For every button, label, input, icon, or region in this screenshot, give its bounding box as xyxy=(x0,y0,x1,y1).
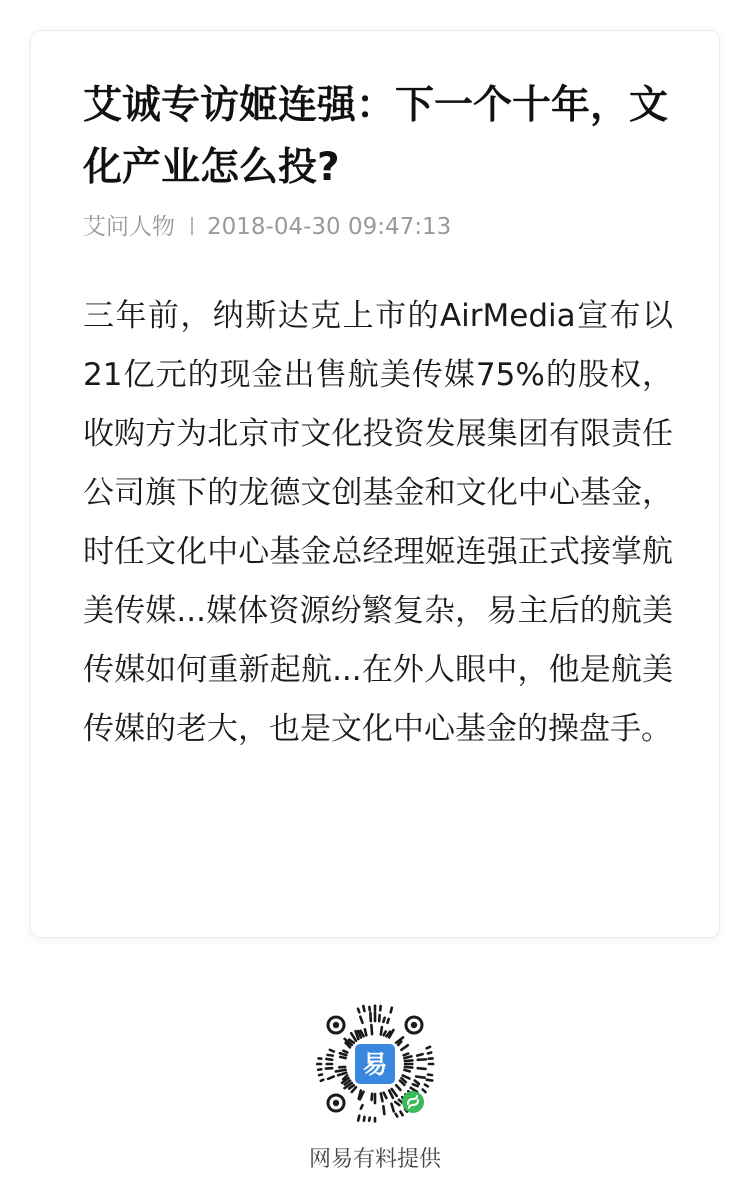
qr-module xyxy=(395,1102,399,1105)
qr-finder-center xyxy=(411,1022,417,1028)
provider-label: 网易有料提供 xyxy=(308,1147,441,1172)
qr-module xyxy=(381,1093,383,1101)
qr-module xyxy=(340,1057,345,1058)
qr-module xyxy=(352,1087,356,1092)
qr-module xyxy=(328,1076,334,1078)
qr-module xyxy=(319,1075,322,1076)
qr-module xyxy=(381,1027,382,1034)
qr-module xyxy=(416,1076,424,1077)
qr-module xyxy=(328,1055,333,1056)
qr-module xyxy=(396,1085,400,1090)
qr-module xyxy=(326,1059,332,1060)
qr-module xyxy=(321,1080,323,1081)
qr-module xyxy=(364,1117,365,1121)
qr-finder-center xyxy=(333,1022,339,1028)
qr-module xyxy=(383,1018,384,1022)
qr-module xyxy=(383,1106,384,1114)
app-logo-glyph: 易 xyxy=(362,1050,388,1079)
qr-module xyxy=(404,1056,411,1058)
qr-module xyxy=(425,1085,428,1087)
qr-module xyxy=(404,1054,408,1056)
qr-module xyxy=(418,1068,426,1069)
qr-module xyxy=(400,1112,402,1116)
qr-module xyxy=(343,1051,347,1053)
qr-module xyxy=(338,1073,346,1076)
qr-module xyxy=(415,1080,419,1083)
mini-program-badge-icon xyxy=(402,1091,424,1113)
qr-finder-center xyxy=(333,1100,339,1106)
article-summary: 三年前，纳斯达克上市的AirMedia宣布以21亿元的现金出售航美传媒75%的股权，收购方为北京市文化投资发展集团有限责任公司旗下的龙德文创基金和文化中心基金，时任文化中心基金总经理姬连强正式接掌航美传媒...媒体资源纷繁复杂，易主后的航美传媒如何重新起航...在外人眼中，他是航美传媒的老大，也是文化中心基金的操盘手。 xyxy=(83,298,673,747)
qr-module xyxy=(423,1089,426,1092)
qr-module xyxy=(336,1070,346,1072)
qr-module xyxy=(361,1105,363,1108)
qr-module xyxy=(365,1029,366,1035)
qr-module xyxy=(371,1025,372,1034)
qr-module xyxy=(351,1033,356,1041)
qr-module xyxy=(360,1017,362,1023)
article-source: 艾问人物 xyxy=(83,214,175,240)
qr-module xyxy=(399,1100,403,1103)
qr-module xyxy=(413,1084,418,1086)
qr-module xyxy=(330,1050,334,1052)
qr-module xyxy=(427,1080,433,1081)
qr-module xyxy=(358,1009,359,1013)
qr-module xyxy=(417,1054,422,1055)
qr-module xyxy=(401,1045,407,1050)
qr-module xyxy=(427,1047,430,1049)
qr-module xyxy=(396,1114,398,1117)
qr-code-graphic xyxy=(314,1003,436,1125)
mini-program-qr-code-icon[interactable] xyxy=(314,1003,436,1125)
qr-module xyxy=(405,1060,413,1061)
qr-module xyxy=(428,1052,431,1053)
qr-module xyxy=(340,1053,346,1055)
meta-separator xyxy=(191,217,193,235)
qr-module xyxy=(391,1104,393,1112)
qr-module xyxy=(387,1019,388,1023)
article-meta xyxy=(83,211,451,243)
qr-module xyxy=(403,1075,410,1078)
article-card[interactable] xyxy=(30,30,720,938)
qr-module xyxy=(405,1067,413,1068)
qr-module xyxy=(369,1118,370,1121)
article-title: 艾诚专访姬连强：下一个十年，文化产业怎么投? xyxy=(83,83,669,190)
qr-module xyxy=(404,1070,409,1072)
qr-module xyxy=(384,1031,386,1035)
qr-module xyxy=(384,1093,387,1098)
qr-module xyxy=(391,1008,392,1013)
qr-module xyxy=(358,1116,359,1121)
article-timestamp: 2018-04-30 09:47:13 xyxy=(207,214,452,240)
qr-module xyxy=(363,1006,364,1011)
qr-module xyxy=(428,1075,432,1076)
